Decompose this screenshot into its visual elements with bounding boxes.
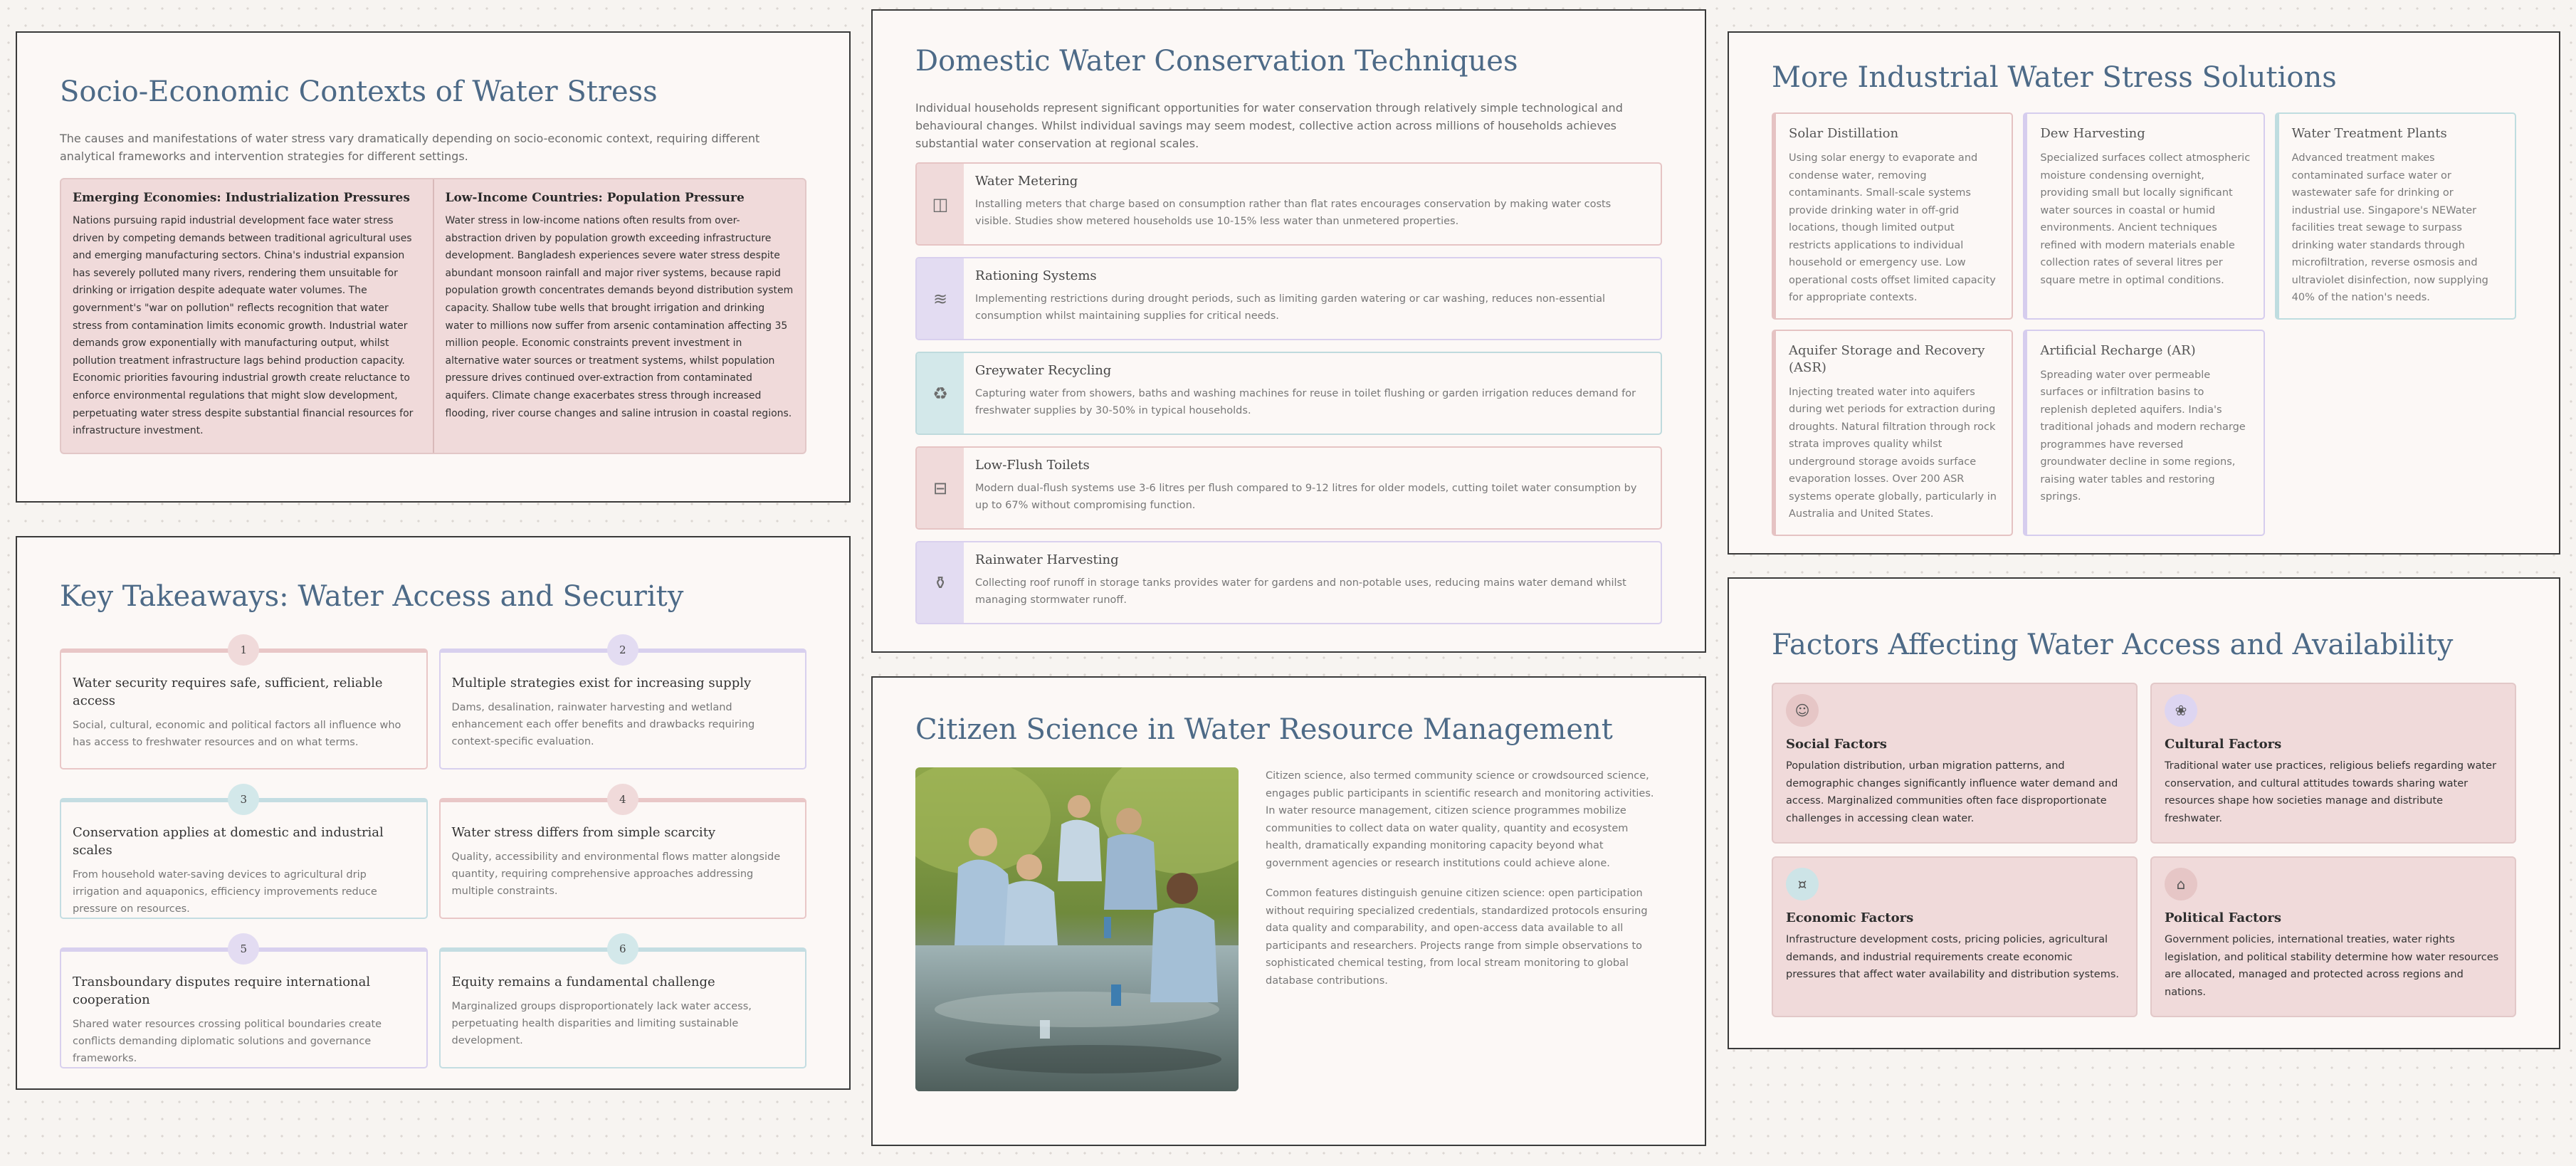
list-item bbox=[915, 162, 1662, 246]
socio-col-heading: Emerging Economies: Industrialization Pressures bbox=[73, 191, 410, 205]
factor-text: Population distribution, urban migration patterns, and demographic changes significantly influence water demand and access. Marginalized communities often face disproportionate challenges in accessing clean water. bbox=[1786, 760, 2118, 824]
factor-text: Traditional water use practices, religious beliefs regarding water conservation, and cultural attitudes towards sharing water resources shape how societies manage and distribute freshwater. bbox=[2165, 760, 2497, 824]
takeaway-number: 3 bbox=[228, 784, 259, 815]
list-item bbox=[915, 352, 1662, 435]
solution-text: Advanced treatment makes contaminated surface water or wastewater safe for drinking or industrial use. Singapore's NEWater facilities treat sewage to surpass drinking water standards through microfiltration, reverse osmosis and ultraviolet disinfection, now supplying 40% of the nation's needs. bbox=[2291, 152, 2488, 303]
item-text: Capturing water from showers, baths and washing machines for reuse in toilet flushing or garden irrigation reduces demand for freshwater supplies by 30-50% in typical households. bbox=[975, 388, 1636, 416]
takeaway-number: 6 bbox=[607, 933, 638, 965]
rationing-icon: ≋ bbox=[917, 258, 964, 339]
factor-heading: Economic Factors bbox=[1786, 910, 1914, 925]
takeaway-card bbox=[439, 793, 807, 919]
item-heading: Greywater Recycling bbox=[975, 363, 1112, 378]
socio-col-text: Water stress in low-income nations often results from over-abstraction driven by population growth exceeding infrastructure development. Bangladesh experiences severe water stress despite abundant monsoon rainfall and major river systems, because rapid population growth concentrates demands beyond distribution system capacity. Shallow tube wells that brought irrigation and drinking water to millions now suffer from arsenic contamination affecting 35 million people. Economic constraints prevent investment in alternative water sources or treatment systems, whilst population pressure drives continued over-extraction from contaminated aquifers. Climate change exacerbates stress through increased flooding, river course changes and saline intrusion in coastal regions. bbox=[445, 215, 794, 419]
domestic-intro: Individual households represent significant opportunities for water conservation through relatively simple technological and behavioural changes. Whilst individual savings may seem modest, collective action across millions of households achieves substantial water conservation at regional scales. bbox=[915, 101, 1623, 150]
industrial-title: More Industrial Water Stress Solutions bbox=[1772, 61, 2337, 94]
factor-heading: Political Factors bbox=[2165, 910, 2281, 925]
domestic-title: Domestic Water Conservation Techniques bbox=[915, 45, 1518, 78]
item-text: Collecting roof runoff in storage tanks provides water for gardens and non-potable uses, reducing mains water demand whilst managing stormwater runoff. bbox=[975, 577, 1626, 606]
citizen-science-photo bbox=[915, 767, 1239, 1091]
citizen-paragraph: Common features distinguish genuine citizen science: open participation without requiring specialized credentials, standardized protocols ensuring data quality and comparability, and open-access data available to all participants and researchers. Projects range from simple observations to sophisticated chemical testing, from local stream monitoring to global database contributions. bbox=[1266, 888, 1648, 987]
solution-heading: Solar Distillation bbox=[1789, 126, 1899, 141]
item-heading: Low-Flush Toilets bbox=[975, 458, 1090, 473]
takeaway-heading: Transboundary disputes require international cooperation bbox=[73, 975, 371, 1007]
domestic-list bbox=[915, 162, 1662, 624]
takeaway-number: 2 bbox=[607, 634, 638, 666]
factor-text: Infrastructure development costs, pricing policies, agricultural demands, and industrial requirements create economic pressures that affect water availability and distribution systems. bbox=[1786, 934, 2120, 980]
item-text: Installing meters that charge based on consumption rather than flat rates encourages conservation by making water costs visible. Studies show metered households use 10-15% less water than unmetered properties. bbox=[975, 199, 1612, 227]
citizen-science-card bbox=[871, 676, 1706, 1146]
citizen-paragraph: Citizen science, also termed community science or crowdsourced science, engages public participants in scientific research and monitoring activities. In water resource management, citizen science programmes mobilize communities to collect data on water quality, quantity and ecosystem health, dramatically expanding monitoring capacity beyond what government agencies or research institutions could achieve alone. bbox=[1266, 770, 1654, 869]
takeaway-text: Shared water resources crossing political boundaries create conflicts demanding diplomatic solutions and governance frameworks. bbox=[73, 1019, 382, 1064]
socio-col-heading: Low-Income Countries: Population Pressure bbox=[445, 191, 745, 205]
economic-icon: ¤ bbox=[1786, 868, 1819, 900]
takeaway-heading: Multiple strategies exist for increasing supply bbox=[451, 676, 752, 690]
socio-col-emerging bbox=[61, 179, 433, 453]
solution-heading: Aquifer Storage and Recovery (ASR) bbox=[1789, 342, 1985, 375]
citizen-content bbox=[915, 767, 1662, 1091]
solution-text: Specialized surfaces collect atmospheric moisture condensing overnight, providing small but locally significant water sources in coastal or humid environments. Ancient techniques refined with modern materials enable collection rates of several litres per square metre in optimal conditions. bbox=[2040, 152, 2251, 286]
socio-intro: The causes and manifestations of water stress vary dramatically depending on socio-economic context, requiring different analytical frameworks and intervention strategies for different settings. bbox=[60, 132, 760, 163]
item-text: Implementing restrictions during drought periods, such as limiting garden watering or car washing, reduces non-essential consumption whilst maintaining supplies for critical needs. bbox=[975, 293, 1605, 322]
socio-columns bbox=[60, 178, 806, 454]
factor-card bbox=[2150, 856, 2516, 1017]
solution-text: Spreading water over permeable surfaces or infiltration basins to replenish depleted aquifers. India's traditional johads and modern recharge programmes have reversed groundwater decline in some regions, raising water tables and restoring springs. bbox=[2040, 369, 2246, 503]
socio-economic-card bbox=[16, 31, 851, 503]
rain-tank-icon: ⚱ bbox=[917, 542, 964, 623]
takeaway-heading: Water stress differs from simple scarcity bbox=[451, 825, 716, 840]
takeaway-card bbox=[60, 644, 428, 770]
solution-text: Using solar energy to evaporate and condense water, removing contaminants. Small-scale systems provide drinking water in off-grid locations, though limited output restricts applications to individual household or emergency use. Low operational costs offset limited capacity for appropriate contexts. bbox=[1789, 152, 1996, 303]
takeaway-text: Quality, accessibility and environmental flows matter alongside quantity, requiring comprehensive approaches addressing multiple constraints. bbox=[451, 851, 781, 897]
list-item bbox=[915, 541, 1662, 624]
solution-text: Injecting treated water into aquifers during wet periods for extraction during droughts. Natural filtration through rock strata improves quality whilst underground storage avoids surface evaporation losses. Over 200 ASR systems operate globally, particularly in Australia and United States. bbox=[1789, 386, 1997, 520]
water-meter-icon: ◫ bbox=[917, 164, 964, 244]
recycle-icon: ♻ bbox=[917, 353, 964, 434]
factors-title: Factors Affecting Water Access and Availability bbox=[1772, 629, 2454, 661]
solution-card bbox=[2275, 112, 2516, 320]
item-text: Modern dual-flush systems use 3-6 litres per flush compared to 9-12 litres for older models, cutting toilet water consumption by up to 67% without compromising function. bbox=[975, 483, 1637, 511]
takeaway-card bbox=[439, 644, 807, 770]
solution-heading: Water Treatment Plants bbox=[2291, 126, 2447, 141]
factors-grid bbox=[1772, 683, 2516, 1017]
factor-card bbox=[1772, 683, 2138, 844]
item-heading: Water Metering bbox=[975, 174, 1078, 189]
takeaway-text: From household water-saving devices to agricultural drip irrigation and aquaponics, efficiency improvements reduce pressure on resources. bbox=[73, 869, 377, 915]
takeaway-text: Social, cultural, economic and political factors all influence who has access to freshwater resources and on what terms. bbox=[73, 720, 401, 748]
cultural-icon: ❀ bbox=[2165, 694, 2197, 727]
takeaway-number: 1 bbox=[228, 634, 259, 666]
solution-heading: Dew Harvesting bbox=[2040, 126, 2145, 141]
industrial-grid bbox=[1772, 112, 2516, 536]
takeaways-grid bbox=[60, 644, 806, 1068]
solution-card bbox=[1772, 330, 2013, 536]
socio-col-low-income bbox=[433, 179, 806, 453]
takeaway-number: 5 bbox=[228, 933, 259, 965]
factor-card bbox=[2150, 683, 2516, 844]
list-item bbox=[915, 446, 1662, 530]
domestic-conservation-card bbox=[871, 9, 1706, 653]
solution-card bbox=[2023, 330, 2264, 536]
item-heading: Rationing Systems bbox=[975, 268, 1097, 283]
solution-card bbox=[2023, 112, 2264, 320]
political-icon: ⌂ bbox=[2165, 868, 2197, 900]
factor-heading: Social Factors bbox=[1786, 737, 1887, 752]
takeaway-heading: Conservation applies at domestic and industrial scales bbox=[73, 825, 384, 858]
solution-heading: Artificial Recharge (AR) bbox=[2040, 342, 2196, 358]
factor-card bbox=[1772, 856, 2138, 1017]
factor-heading: Cultural Factors bbox=[2165, 737, 2282, 752]
takeaway-heading: Equity remains a fundamental challenge bbox=[451, 975, 715, 989]
socio-title: Socio-Economic Contexts of Water Stress bbox=[60, 75, 658, 108]
factor-text: Government policies, international treaties, water rights legislation, and political stability determine how water resources are allocated, managed and protected across regions and nations. bbox=[2165, 934, 2499, 998]
citizen-title: Citizen Science in Water Resource Management bbox=[915, 713, 1613, 746]
takeaways-title: Key Takeaways: Water Access and Security bbox=[60, 580, 684, 613]
citizen-text bbox=[1266, 767, 1662, 1091]
takeaway-card bbox=[60, 942, 428, 1068]
takeaway-text: Marginalized groups disproportionately lack water access, perpetuating health disparities and limiting sustainable development. bbox=[451, 1001, 752, 1046]
key-takeaways-card bbox=[16, 536, 851, 1090]
socio-col-text: Nations pursuing rapid industrial development face water stress driven by competing demands between traditional agricultural uses and emerging manufacturing sectors. China's industrial expansion has severely polluted many rivers, rendering them unsuitable for drinking or irrigation despite adequate water volumes. The government's "war on pollution" reflects recognition that water stress from contamination limits economic growth. Industrial water demands grow exponentially with manufacturing output, whilst pollution treatment infrastructure lags behind production capacity. Economic priorities favouring industrial growth create reluctance to enforce environmental regulations that might slow development, perpetuating water stress despite substantial financial resources for infrastructure investment. bbox=[73, 215, 414, 437]
list-item bbox=[915, 257, 1662, 340]
takeaway-number: 4 bbox=[607, 784, 638, 815]
solution-card bbox=[1772, 112, 2013, 320]
takeaway-card bbox=[60, 793, 428, 919]
takeaway-heading: Water security requires safe, sufficient, reliable access bbox=[73, 676, 383, 708]
social-icon: ☺ bbox=[1786, 694, 1819, 727]
industrial-solutions-card bbox=[1728, 31, 2560, 555]
takeaway-card bbox=[439, 942, 807, 1068]
item-heading: Rainwater Harvesting bbox=[975, 552, 1119, 567]
toilet-icon: ⊟ bbox=[917, 448, 964, 528]
factors-card bbox=[1728, 577, 2560, 1049]
takeaway-text: Dams, desalination, rainwater harvesting and wetland enhancement each offer benefits and drawbacks requiring context-specific evaluation. bbox=[451, 702, 755, 747]
